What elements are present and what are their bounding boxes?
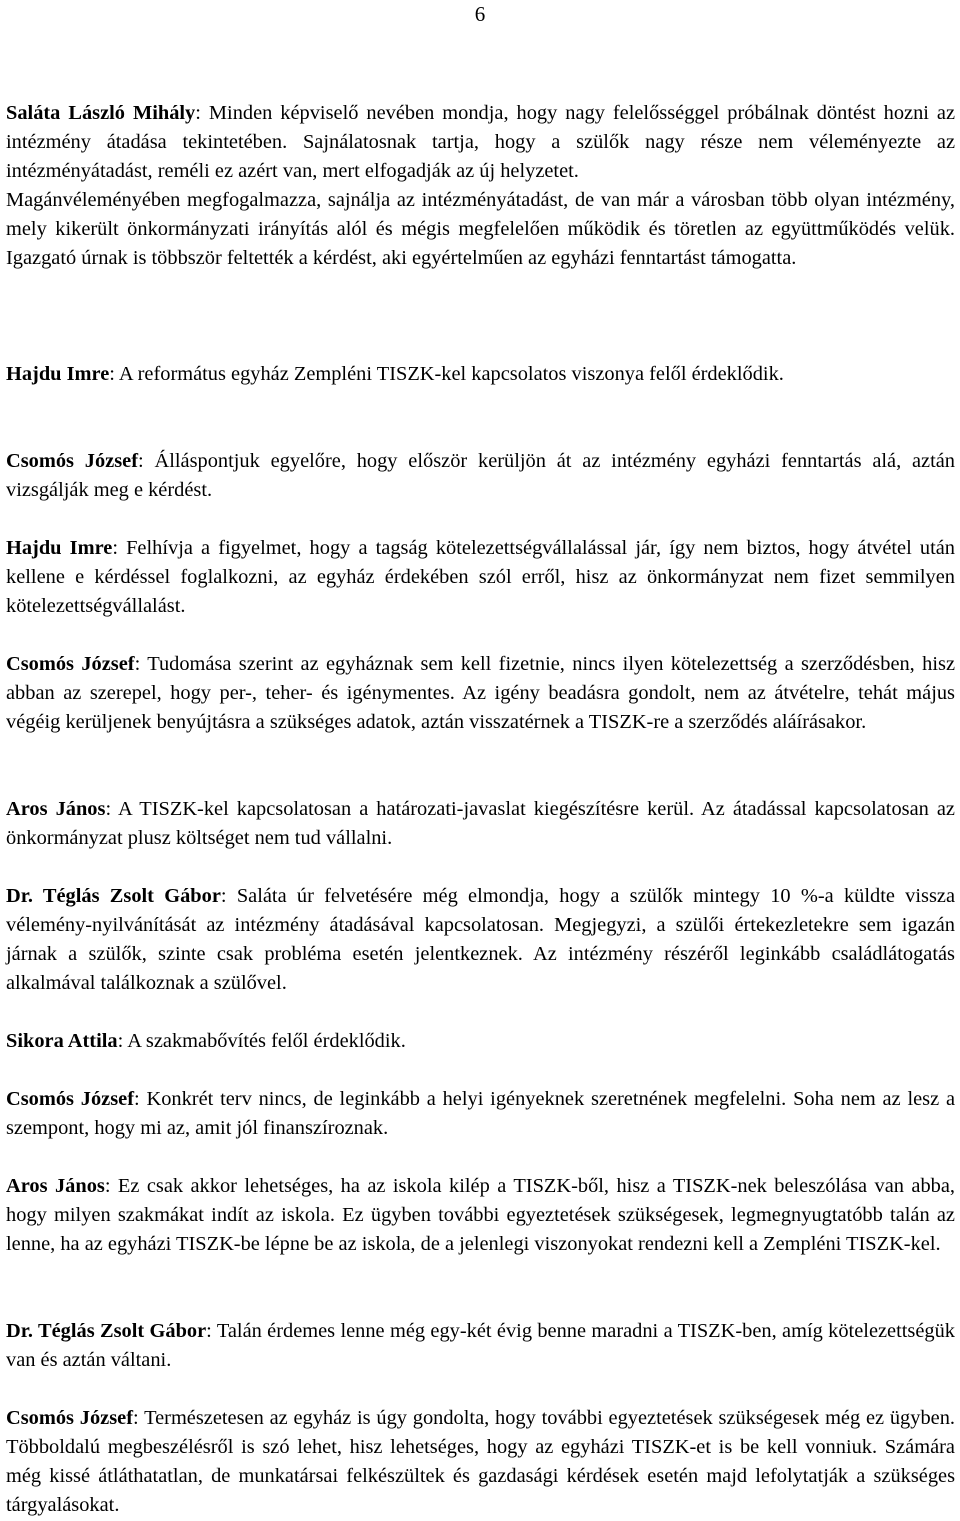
speaker-name: Saláta László Mihály bbox=[6, 102, 196, 124]
paragraph-text: : Konkrét terv nincs, de leginkább a helyi igényeknek szeretnének megfelelni. Soha nem az lesz a szempont, hogy mi az, amit jól finanszíroznak. bbox=[6, 1088, 955, 1139]
paragraph-text: : Saláta úr felvetésére még elmondja, hogy a szülők mintegy 10 %-a küldte vissza vélemény-nyilvánítását az intézmény átadásával kapcsolatosan. Megjegyzi, a szülői értekezletekre sem igazán járnak a szülők, szinte csak probléma esetén jelentkeznek. Az intézmény részéről leginkább családlátogatás alkalmával találkoznak a szülővel. bbox=[6, 885, 955, 994]
speaker-name: Hajdu Imre bbox=[6, 537, 113, 559]
paragraph-text: : Ez csak akkor lehetséges, ha az iskola kilép a TISZK-ből, hisz a TISZK-nek beleszólása van abba, hogy milyen szakmákat indít az iskola. Ez ügyben további egyeztetések szükségesek, legmegnyugtatóbb talán az lenne, ha az egyházi TISZK-be lépne be az iskola, de a jelenlegi viszonyokat rendezni kell a Zempléni TISZK-kel. bbox=[6, 1175, 955, 1255]
paragraph-1 bbox=[6, 99, 955, 273]
paragraph-text: : Talán érdemes lenne még egy-két évig benne maradni a TISZK-ben, amíg kötelezettségük van és aztán váltani. bbox=[6, 1320, 955, 1371]
speaker-name: Dr. Téglás Zsolt Gábor bbox=[6, 1320, 207, 1342]
paragraph-text: : Álláspontjuk egyelőre, hogy először kerüljön át az intézmény egyházi fenntartás alá, aztán vizsgálják meg e kérdést. bbox=[6, 450, 955, 501]
paragraph-11 bbox=[6, 1317, 955, 1375]
paragraph-2 bbox=[6, 360, 955, 389]
speaker-name: Csomós József bbox=[6, 1407, 133, 1429]
paragraph-text: : A szakmabővítés felől érdeklődik. bbox=[117, 1030, 406, 1052]
paragraph-3 bbox=[6, 447, 955, 505]
paragraph-text: : A református egyház Zempléni TISZK-kel kapcsolatos viszonya felől érdeklődik. bbox=[109, 363, 784, 385]
speaker-name: Csomós József bbox=[6, 450, 138, 472]
paragraph-text: : Tudomása szerint az egyháznak sem kell fizetnie, nincs ilyen kötelezettség a szerződésben, hisz abban az szerepel, hogy per-, teher- és igénymentes. Az igény beadásra gondolt, nem az átvételre, tehát május végéig kerüljenek benyújtásra a szükséges adatok, aztán visszatérnek a TISZK-re a szerződés aláírásakor. bbox=[6, 653, 955, 733]
paragraph-text: : A TISZK-kel kapcsolatosan a határozati-javaslat kiegészítésre kerül. Az átadással kapcsolatosan az önkormányzat plusz költséget nem tud vállalni. bbox=[6, 798, 955, 849]
paragraph-12 bbox=[6, 1404, 955, 1520]
paragraph-10 bbox=[6, 1172, 955, 1259]
speaker-name: Sikora Attila bbox=[6, 1030, 118, 1052]
speaker-name: Csomós József bbox=[6, 653, 135, 675]
speaker-name: Aros János bbox=[6, 798, 106, 820]
paragraph-6 bbox=[6, 795, 955, 853]
paragraph-5 bbox=[6, 650, 955, 737]
page-number: 6 bbox=[474, 2, 486, 26]
speaker-name: Aros János bbox=[6, 1175, 105, 1197]
speaker-name: Dr. Téglás Zsolt Gábor bbox=[6, 885, 221, 907]
paragraph-8 bbox=[6, 1027, 955, 1056]
paragraph-7 bbox=[6, 882, 955, 998]
paragraph-continuation: Magánvéleményében megfogalmazza, sajnálja az intézményátadást, de van már a városban több olyan intézmény, mely kikerült önkormányzati irányítás alól és mégis megfelelően működik és töretlen az együttműködés velük. Igazgató úrnak is többször feltették a kérdést, aki egyértelműen az egyházi fenntartást támogatta. bbox=[6, 189, 955, 269]
paragraph-text: : Természetesen az egyház is úgy gondolta, hogy további egyeztetések szükségesek még ez ügyben. Többoldalú megbeszélésről is szó lehet, hisz lehetséges, hogy az egyházi TISZK-et is be kell vonniuk. Számára még kissé átláthatatlan, de munkatársai felkészültek és gazdasági kérdések esetén majd lefolytatják a szükséges tárgyalásokat. bbox=[6, 1407, 955, 1516]
speaker-name: Hajdu Imre bbox=[6, 363, 110, 385]
paragraph-9 bbox=[6, 1085, 955, 1143]
paragraph-4 bbox=[6, 534, 955, 621]
paragraph-text: : Felhívja a figyelmet, hogy a tagság kötelezettségvállalással jár, így nem biztos, hogy átvétel után kellene e kérdéssel foglalkozni, az egyház érdekében szól erről, hisz az önkormányzat nem fizet semmilyen kötelezettségvállalást. bbox=[6, 537, 956, 617]
paragraph-text: : Minden képviselő nevében mondja, hogy nagy felelősséggel próbálnak döntést hozni az intézmény átadása tekintetében. Sajnálatosnak tartja, hogy a szülők nagy része nem véleményezte az intézményátadást, reméli ez azért van, mert elfogadják az új helyzetet. bbox=[6, 102, 955, 182]
speaker-name: Csomós József bbox=[6, 1088, 134, 1110]
